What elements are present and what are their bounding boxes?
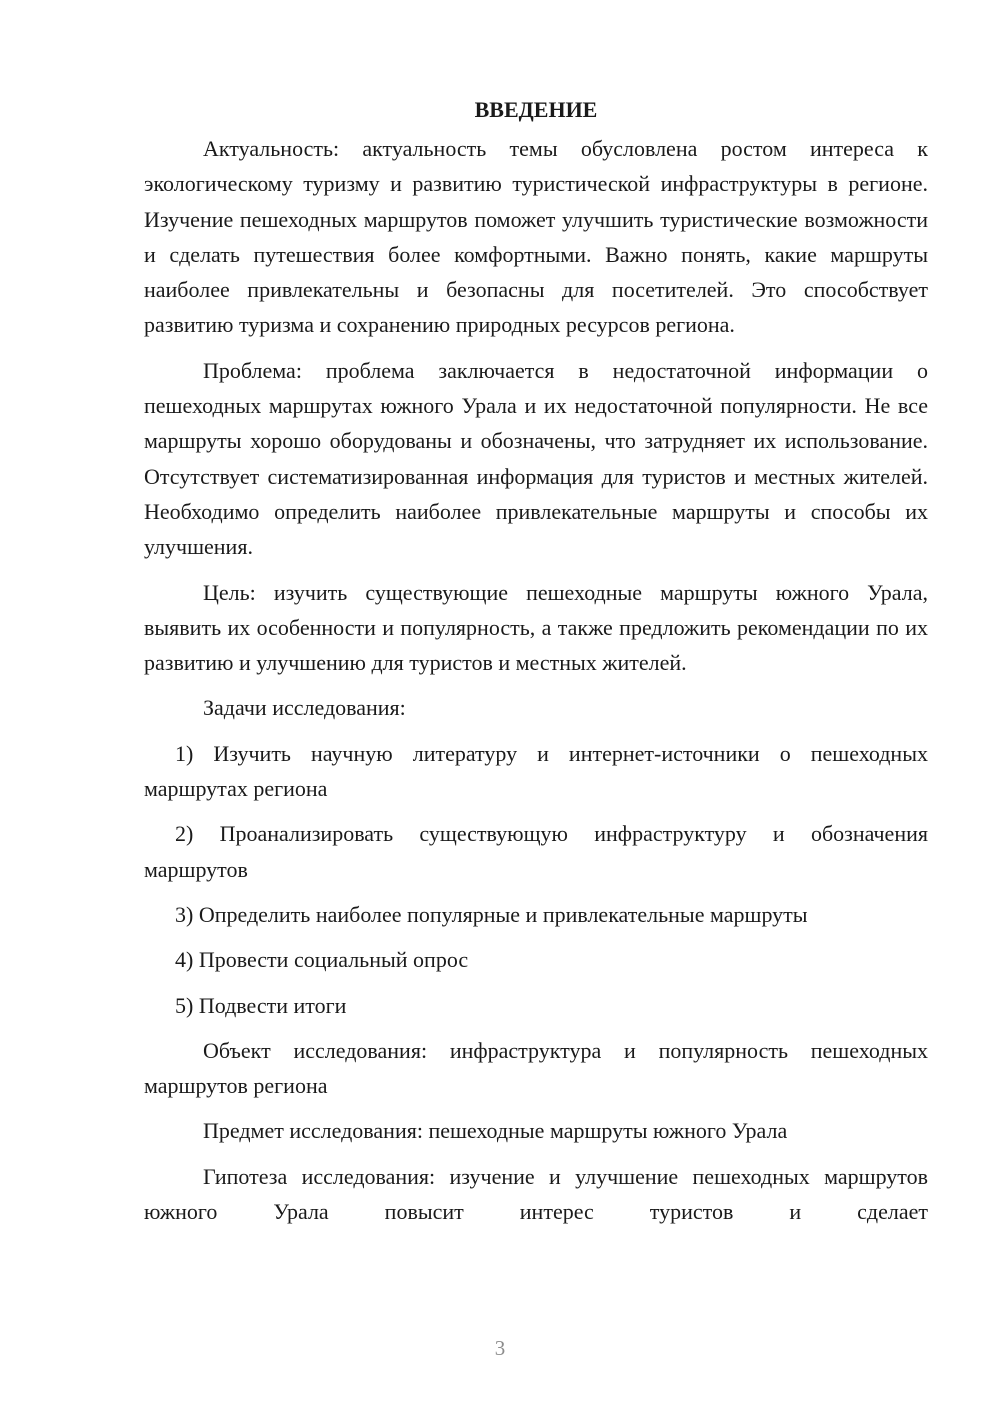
- goal-paragraph: Цель: изучить существующие пешеходные маршруты южного Урала, выявить их особенности и популярность, а также предложить рекомендации по их развитию и улучшению для туристов и местных жителей.: [144, 579, 928, 676]
- task-item: 1) Изучить научную литературу и интернет-источники о пешеходных маршрутах региона: [144, 740, 928, 802]
- task-item: 4) Провести социальный опрос: [175, 947, 469, 973]
- page-number: 3: [494, 1336, 506, 1360]
- hypothesis-paragraph: Гипотеза исследования: изучение и улучшение пешеходных маршрутов южного Урала повысит интерес туристов и сделает: [144, 1163, 928, 1225]
- relevance-paragraph: Актуальность: актуальность темы обусловлена ростом интереса к экологическому туризму и развитию туристической инфраструктуры в регионе. Изучение пешеходных маршрутов поможет улучшить туристические возможности и сделать путешествия более комфортными. Важно понять, какие маршруты наиболее привлекательны и безопасны для посетителей. Это способствует развитию туризма и сохранению природных ресурсов региона.: [144, 136, 928, 338]
- task-item: 3) Определить наиболее популярные и привлекательные маршруты: [175, 901, 808, 927]
- object-paragraph: Объект исследования: инфраструктура и популярность пешеходных маршрутов региона: [144, 1037, 928, 1099]
- task-item: 5) Подвести итоги: [175, 992, 347, 1018]
- document-page: [144, 92, 928, 1239]
- subject-paragraph: Предмет исследования: пешеходные маршруты южного Урала: [203, 1118, 788, 1144]
- problem-paragraph: Проблема: проблема заключается в недостаточной информации о пешеходных маршрутах южного Урала и их недостаточной популярности. Не все маршруты хорошо оборудованы и обозначены, что затрудняет их использование. Отсутствует систематизированная информация для туристов и местных жителей. Необходимо определить наиболее привлекательные маршруты и способы их улучшения.: [144, 357, 928, 560]
- task-item: 2) Проанализировать существующую инфраструктуру и обозначения маршрутов: [144, 821, 928, 882]
- tasks-heading: Задачи исследования:: [203, 695, 406, 721]
- section-title: ВВЕДЕНИЕ: [474, 97, 598, 122]
